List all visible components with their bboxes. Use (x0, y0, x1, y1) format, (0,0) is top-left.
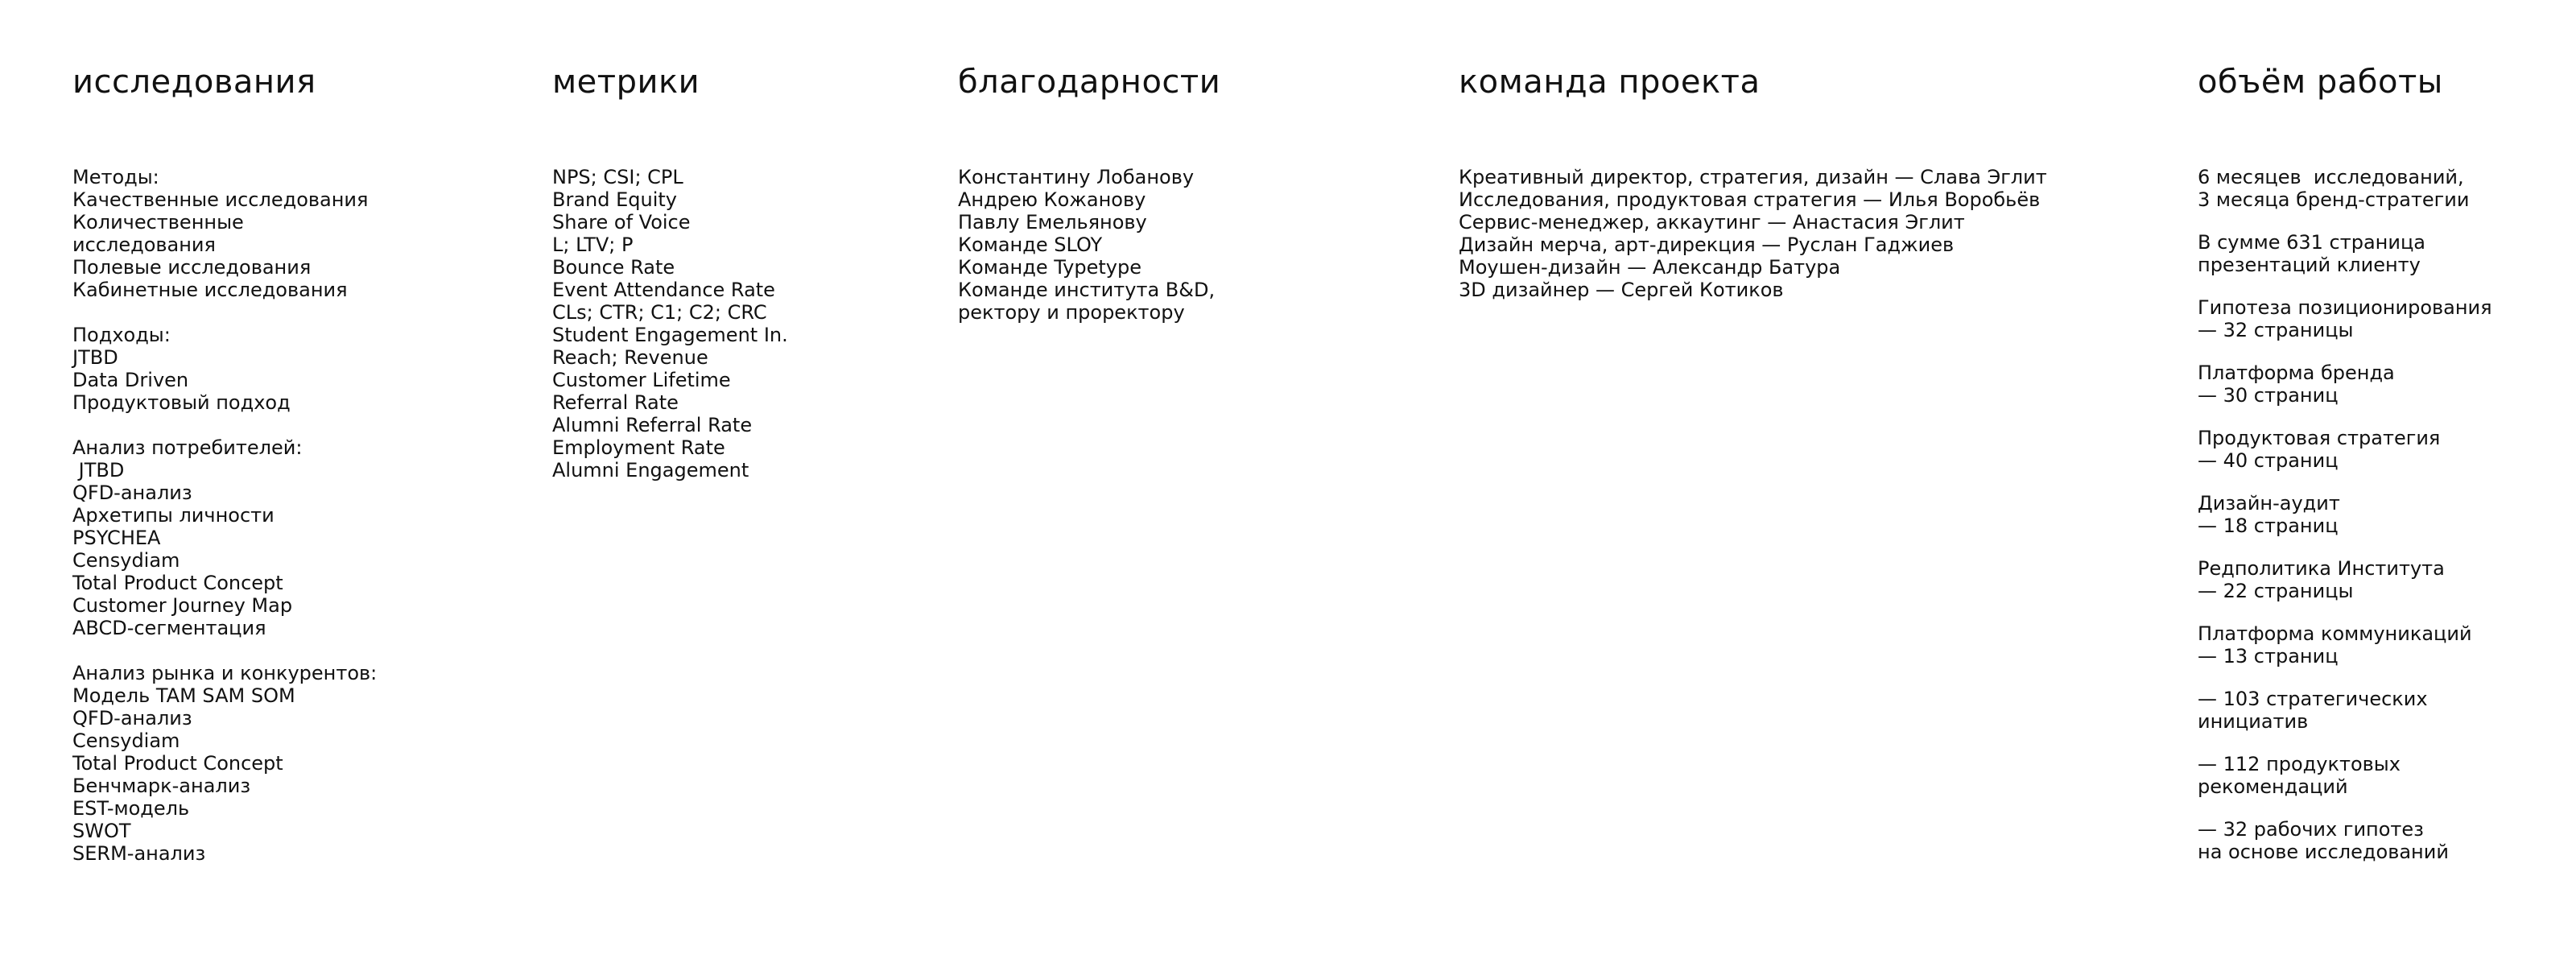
list-item: EST-модель (72, 797, 190, 820)
scope-item (2198, 818, 2492, 863)
scope-line: — 40 страниц (2198, 449, 2339, 472)
list-item: QFD-анализ (72, 482, 192, 504)
research-content (72, 166, 377, 865)
list-item: Павлу Емельянову (958, 211, 1147, 234)
scope-line: Платформа бренда (2198, 362, 2395, 384)
research-heading: исследования (72, 64, 316, 101)
list-item: CLs; CTR; C1; C2; CRC (552, 301, 767, 324)
list-item: Event Attendance Rate (552, 279, 775, 301)
methods-label: Методы: (72, 166, 159, 188)
scope-line: — 18 страниц (2198, 515, 2339, 537)
list-item: Customer Lifetime (552, 369, 731, 391)
thanks-content (958, 166, 1215, 324)
approaches-group (72, 324, 377, 414)
list-item: Student Engagement In. (552, 324, 788, 346)
list-item: Архетипы личности (72, 504, 275, 527)
list-item: Bounce Rate (552, 256, 675, 279)
list-item: Бенчмарк-анализ (72, 775, 251, 797)
team-heading: команда проекта (1459, 64, 1761, 101)
list-item: Share of Voice (552, 211, 691, 234)
list-item: Referral Rate (552, 391, 679, 414)
team-content (1459, 166, 2047, 301)
market-analysis-group (72, 662, 377, 865)
list-item: Кабинетные исследования (72, 279, 348, 301)
scope-line: 3 месяца бренд-стратегии (2198, 188, 2470, 211)
scope-line: 6 месяцев исследований, (2198, 166, 2464, 188)
list-item: Продуктовый подход (72, 391, 291, 414)
list-item: 3D дизайнер — Сергей Котиков (1459, 279, 1784, 301)
thanks-heading: благодарности (958, 64, 1221, 101)
list-item: Alumni Referral Rate (552, 414, 753, 436)
scope-line: инициатив (2198, 710, 2309, 733)
scope-item (2198, 427, 2492, 472)
scope-item (2198, 753, 2492, 798)
metrics-heading: метрики (552, 64, 700, 101)
scope-line: — 32 страницы (2198, 319, 2354, 341)
list-item: Censydiam (72, 729, 180, 752)
list-item: Censydiam (72, 549, 180, 572)
list-item: Customer Journey Map (72, 594, 293, 617)
scope-item (2198, 362, 2492, 407)
methods-group (72, 166, 377, 301)
list-item: SWOT (72, 820, 131, 842)
scope-item (2198, 622, 2492, 667)
consumer-analysis-group (72, 436, 377, 639)
approaches-label: Подходы: (72, 324, 171, 346)
list-item: Креативный директор, стратегия, дизайн — Слава Эглит (1459, 166, 2047, 188)
list-item: ABCD-сегментация (72, 617, 266, 639)
list-item: Команде Typetype (958, 256, 1141, 279)
scope-line: — 112 продуктовых (2198, 753, 2401, 775)
scope-line: — 13 страниц (2198, 645, 2339, 667)
list-item: исследования (72, 234, 216, 256)
list-item: Reach; Revenue (552, 346, 708, 369)
scope-line: В сумме 631 страница (2198, 231, 2425, 254)
list-item: Исследования, продуктовая стратегия — Илья Воробьёв (1459, 188, 2041, 211)
list-item: Employment Rate (552, 436, 725, 459)
scope-line: Гипотеза позиционирования (2198, 296, 2492, 319)
scope-column (2198, 61, 2552, 863)
scope-item (2198, 688, 2492, 733)
scope-line: — 22 страницы (2198, 580, 2354, 602)
consumer-analysis-label: Анализ потребителей: (72, 436, 303, 459)
scope-item (2198, 231, 2492, 276)
list-item: Alumni Engagement (552, 459, 749, 482)
list-item: Модель TAM SAM SOM (72, 684, 295, 707)
scope-line: — 32 рабочих гипотез (2198, 818, 2424, 841)
scope-line: презентаций клиенту (2198, 254, 2421, 276)
list-item: JTBD (72, 459, 125, 482)
list-item: Команде института B&D, (958, 279, 1216, 301)
research-column (72, 61, 523, 865)
list-item: Total Product Concept (72, 572, 283, 594)
scope-line: Продуктовая стратегия (2198, 427, 2441, 449)
scope-line: на основе исследований (2198, 841, 2449, 863)
metrics-content (552, 166, 788, 482)
scope-line: — 103 стратегических (2198, 688, 2428, 710)
list-item: Brand Equity (552, 188, 678, 211)
metrics-column (552, 61, 939, 482)
list-item: Дизайн мерча, арт-дирекция — Руслан Гаджиев (1459, 234, 1955, 256)
scope-content (2198, 166, 2492, 883)
list-item: Data Driven (72, 369, 189, 391)
list-item: Моушен-дизайн — Александр Батура (1459, 256, 1841, 279)
list-item: L; LTV; P (552, 234, 634, 256)
list-item: Сервис-менеджер, аккаутинг — Анастасия Эглит (1459, 211, 1965, 234)
list-item: Константину Лобанову (958, 166, 1195, 188)
list-item: ректору и проректору (958, 301, 1185, 324)
scope-line: Платформа коммуникаций (2198, 622, 2472, 645)
scope-line: Редполитика Института (2198, 557, 2445, 580)
scope-item (2198, 492, 2492, 537)
list-item: SERM-анализ (72, 842, 206, 865)
list-item: Андрею Кожанову (958, 188, 1146, 211)
market-analysis-label: Анализ рынка и конкурентов: (72, 662, 378, 684)
scope-line: рекомендаций (2198, 775, 2348, 798)
scope-heading: объём работы (2198, 64, 2443, 101)
list-item: Качественные исследования (72, 188, 369, 211)
list-item: QFD-анализ (72, 707, 192, 729)
team-column (1459, 61, 2151, 301)
scope-line: — 30 страниц (2198, 384, 2339, 407)
list-item: Полевые исследования (72, 256, 312, 279)
list-item: JTBD (72, 346, 118, 369)
list-item: PSYCHEA (72, 527, 161, 549)
scope-item (2198, 166, 2492, 211)
list-item: Количественные (72, 211, 244, 234)
scope-line: Дизайн-аудит (2198, 492, 2340, 515)
list-item: NPS; CSI; CPL (552, 166, 683, 188)
thanks-column (958, 61, 1441, 324)
scope-item (2198, 557, 2492, 602)
list-item: Total Product Concept (72, 752, 283, 775)
list-item: Команде SLOY (958, 234, 1103, 256)
scope-item (2198, 296, 2492, 341)
